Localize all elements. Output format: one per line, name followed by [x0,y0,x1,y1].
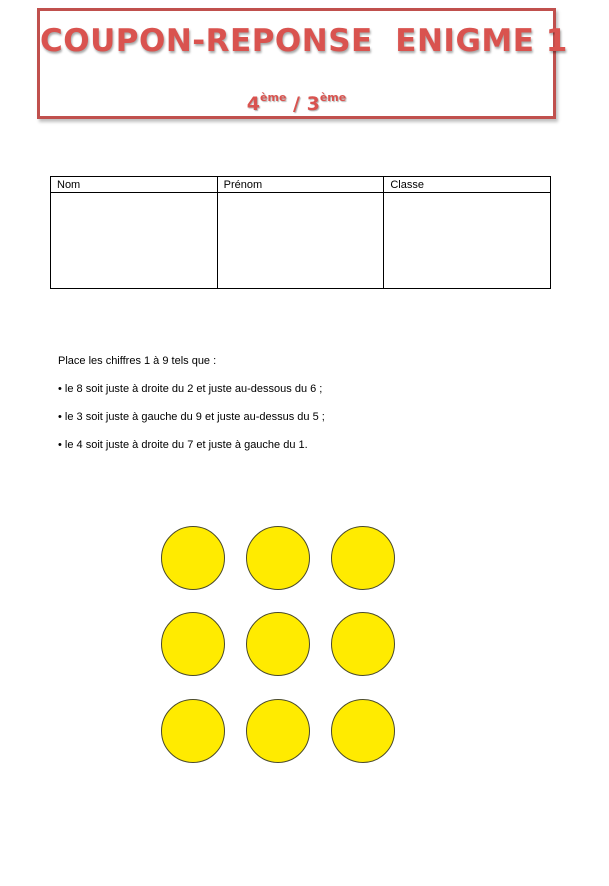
circle-r2-c3[interactable] [331,612,395,676]
instructions-intro: Place les chiffres 1 à 9 tels que : [58,355,217,367]
level-subtitle [40,91,553,115]
level-4: 4 [246,93,261,115]
circle-r2-c1[interactable] [161,612,225,676]
header-box [37,8,568,119]
prenom-cell[interactable] [217,193,384,289]
classe-cell[interactable] [384,193,551,289]
circle-r1-c1[interactable] [161,526,225,590]
circle-r3-c1[interactable] [161,699,225,763]
page-title: COUPON-REPONSE ENIGME 1 [40,23,568,59]
table-row [51,193,551,289]
level-3: 3 [306,93,320,115]
rule-3: • le 4 soit juste à droite du 7 et juste à gauche du 1. [58,439,308,451]
rule-2: • le 3 soit juste à gauche du 9 et juste au-dessus du 5 ; [58,411,325,423]
circle-r1-c3[interactable] [331,526,395,590]
circle-r3-c2[interactable] [246,699,310,763]
instructions [58,354,325,466]
level-3-suffix: ème [319,91,347,104]
digit-grid [161,526,398,764]
rule-1: • le 8 soit juste à droite du 2 et juste au-dessous du 6 ; [58,383,323,395]
column-prenom: Prénom [217,177,384,193]
circle-r2-c2[interactable] [246,612,310,676]
column-classe: Classe [384,177,551,193]
nom-cell[interactable] [51,193,218,289]
circle-r3-c3[interactable] [331,699,395,763]
level-separator: / [286,93,307,115]
level-4-suffix: ème [260,91,287,104]
column-nom: Nom [51,177,218,193]
circle-r1-c2[interactable] [246,526,310,590]
table-header-row [51,177,551,193]
student-info-table [50,176,551,289]
